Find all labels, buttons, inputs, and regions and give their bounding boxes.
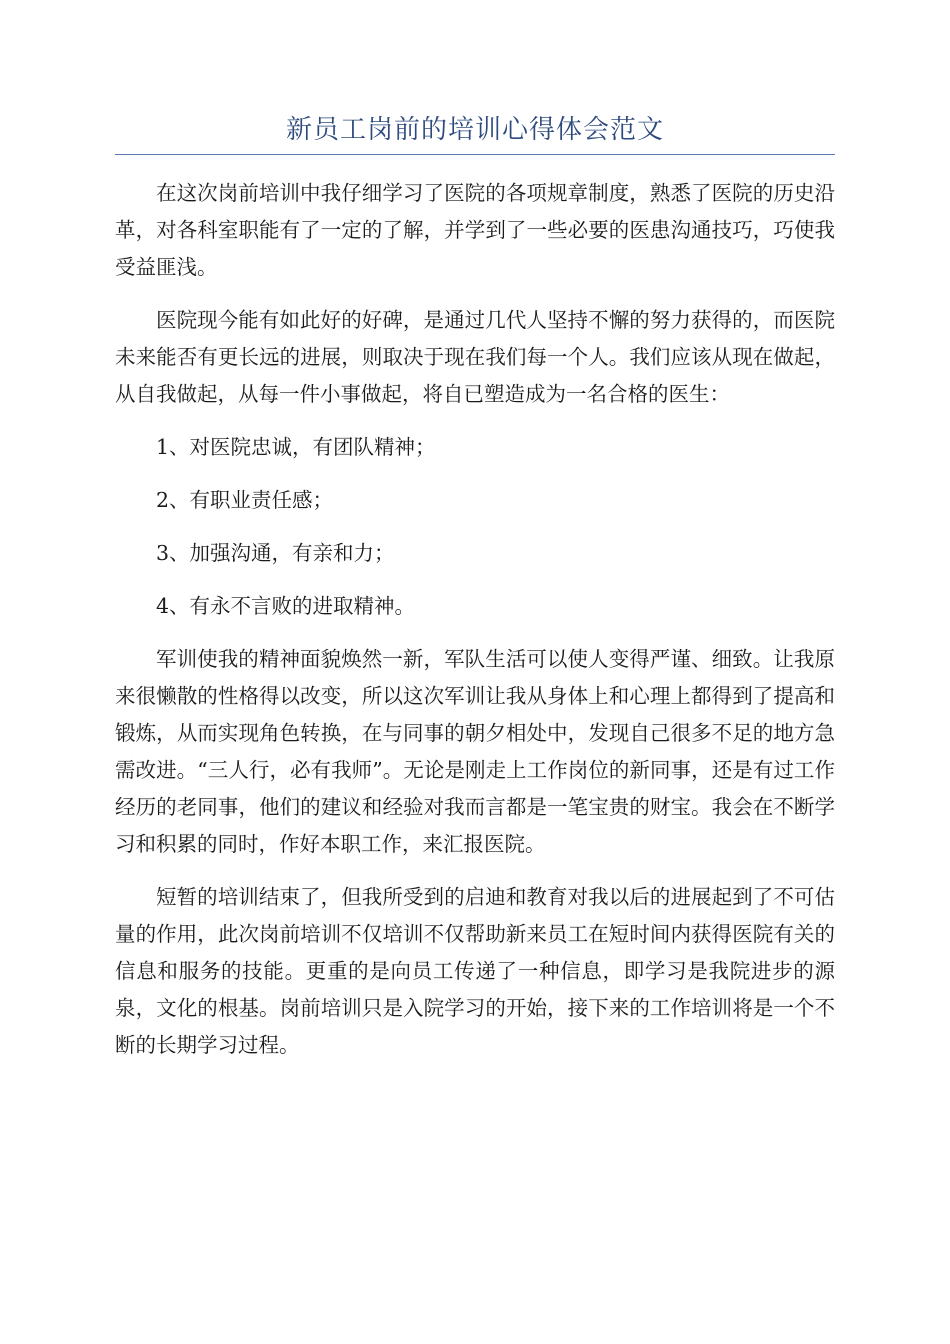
paragraph-intro: 在这次岗前培训中我仔细学习了医院的各项规章制度，熟悉了医院的历史沿革，对各科室职能有了一定的了解，并学到了一些必要的医患沟通技巧，巧使我受益匪浅。 (115, 181, 835, 279)
document-title: 新员工岗前的培训心得体会范文 (285, 115, 664, 145)
list-item: 2、有职业责任感； (156, 488, 334, 512)
list-item: 1、对医院忠诚，有团队精神； (156, 435, 436, 459)
paragraph-conclusion: 短暂的培训结束了，但我所受到的启迪和教育对我以后的进展起到了不可估量的作用，此次岗前培训不仅培训不仅帮助新来员工在短时间内获得医院有关的信息和服务的技能。更重的是向员工传递了一种信息，即学习是我院进步的源泉，文化的根基。岗前培训只是入院学习的开始，接下来的工作培训将是一个不断的长期学习过程。 (115, 885, 835, 1057)
list-item: 4、有永不言败的进取精神。 (156, 594, 416, 618)
paragraph-hospital-reputation: 医院现今能有如此好的好碑，是通过几代人坚持不懈的努力获得的，而医院未来能否有更长远的进展，则取决于现在我们每一个人。我们应该从现在做起，从自我做起，从每一件小事做起，将自已塑造成为一名合格的医生： (115, 308, 835, 406)
paragraph-military-training: 军训使我的精神面貌焕然一新，军队生活可以使人变得严谨、细致。让我原来很懒散的性格得以改变，所以这次军训让我从身体上和心理上都得到了提高和锻炼，从而实现角色转换，在与同事的朝夕相处中，发现自己很多不足的地方急需改进。“三人行，必有我师”。无论是刚走上工作岗位的新同事，还是有过工作经历的老同事，他们的建议和经验对我而言都是一笔宝贵的财宝。我会在不断学习和积累的同时，作好本职工作，来汇报医院。 (115, 647, 835, 856)
document-page (115, 112, 835, 1080)
requirements-list (115, 429, 835, 625)
list-item: 3、加强沟通，有亲和力； (156, 541, 395, 565)
title-block (115, 112, 835, 155)
